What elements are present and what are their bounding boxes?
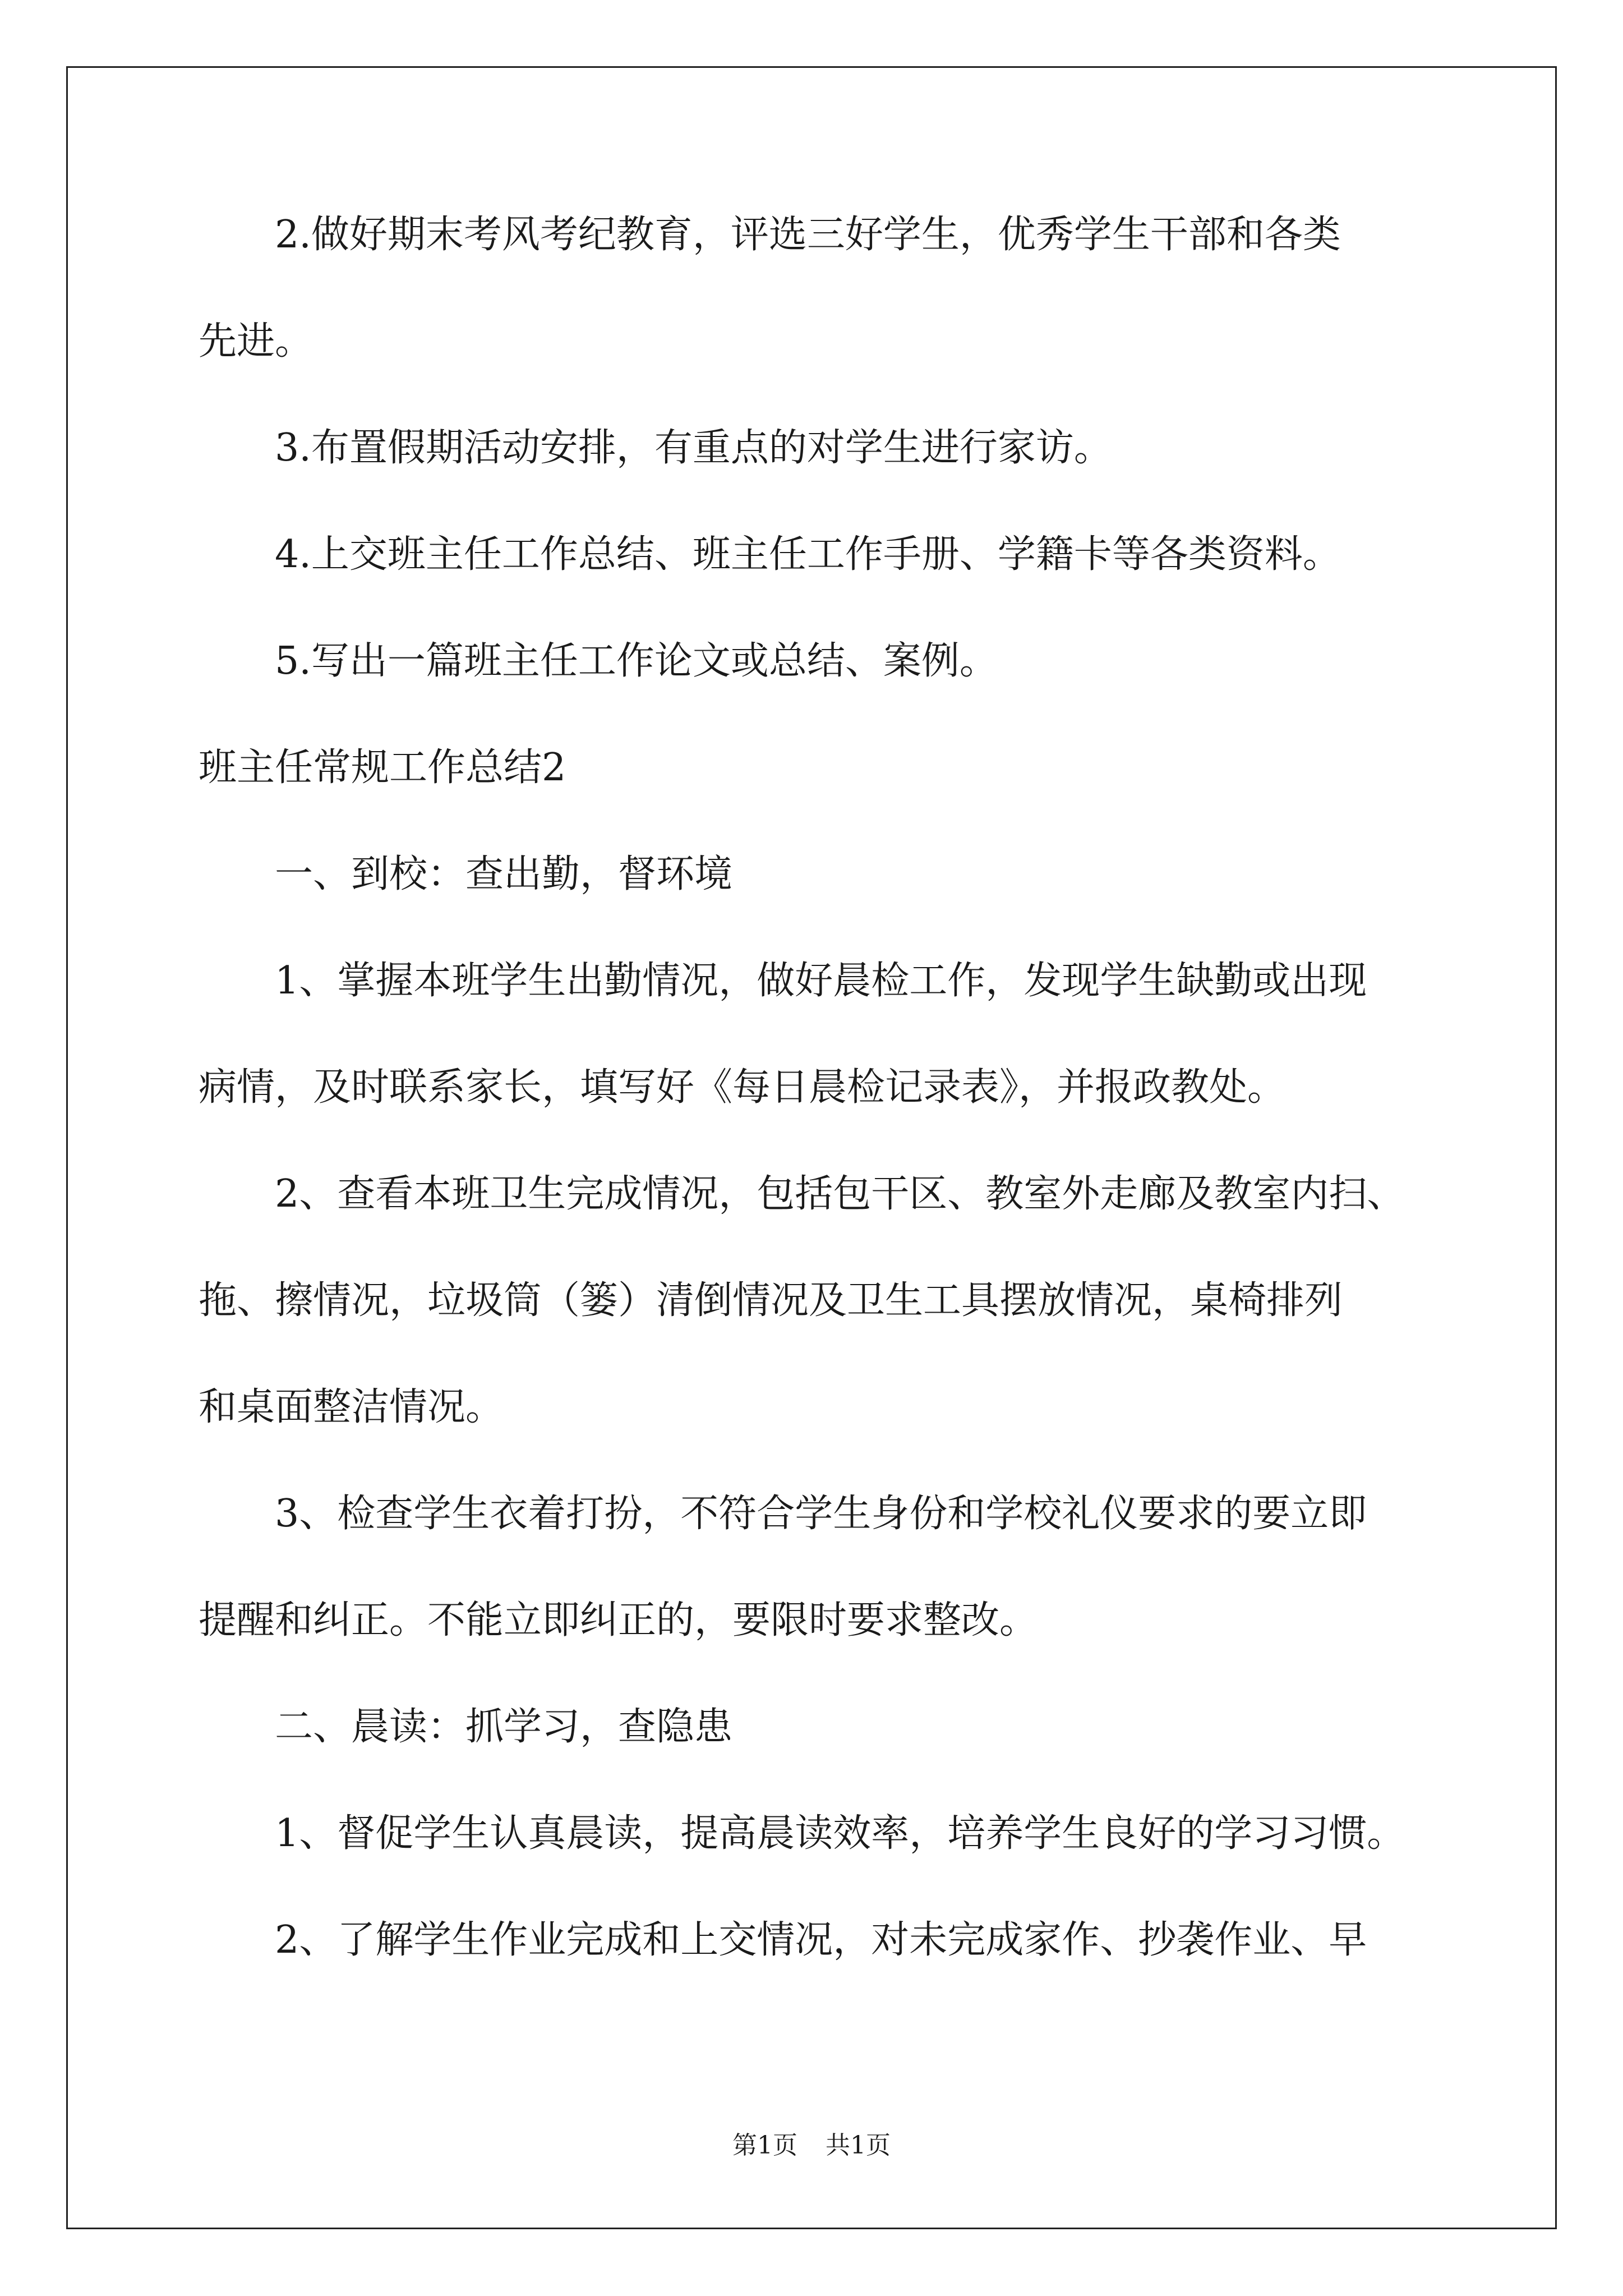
page-number: 第1页 (732, 2131, 797, 2160)
text-line: 1、掌握本班学生出勤情况，做好晨检工作，发现学生缺勤或出现 (275, 959, 1367, 1003)
paragraph (199, 213, 1432, 363)
document-body (199, 213, 1432, 1962)
paragraph (199, 853, 1432, 896)
text-line: 先进。 (199, 319, 313, 364)
paragraph (199, 1492, 1432, 1642)
paragraph (199, 1172, 1432, 1429)
page-footer (0, 2132, 1623, 2160)
heading-text: 班主任常规工作总结2 (199, 746, 566, 790)
paragraph (199, 1812, 1432, 1855)
text-line: 拖、擦情况，垃圾筒（篓）清倒情况及卫生工具摆放情况，桌椅排列 (199, 1278, 1343, 1323)
paragraph (199, 426, 1432, 470)
paragraph (199, 959, 1432, 1109)
text-line: 2.做好期末考风考纪教育，评选三好学生，优秀学生干部和各类 (275, 213, 1341, 257)
paragraph (199, 533, 1432, 576)
text-line: 2、查看本班卫生完成情况，包括包干区、教室外走廊及教室内扫、 (275, 1172, 1405, 1216)
text-line: 5.写出一篇班主任工作论文或总结、案例。 (275, 639, 998, 683)
text-line: 一、到校：查出勤，督环境 (275, 852, 733, 896)
paragraph (199, 1918, 1432, 1962)
section-heading (199, 746, 1432, 789)
text-line: 2、了解学生作业完成和上交情况，对未完成家作、抄袭作业、早 (275, 1918, 1367, 1962)
text-line: 3.布置假期活动安排，有重点的对学生进行家访。 (275, 426, 1112, 470)
page-total: 共1页 (826, 2131, 891, 2160)
paragraph (199, 639, 1432, 683)
text-line: 和桌面整洁情况。 (199, 1385, 504, 1429)
text-line: 4.上交班主任工作总结、班主任工作手册、学籍卡等各类资料。 (275, 532, 1341, 577)
paragraph (199, 1705, 1432, 1749)
text-line: 提醒和纠正。不能立即纠正的，要限时要求整改。 (199, 1598, 1038, 1642)
text-line: 病情，及时联系家长，填写好《每日晨检记录表》，并报政教处。 (199, 1065, 1286, 1110)
text-line: 3、检查学生衣着打扮，不符合学生身份和学校礼仪要求的要立即 (275, 1492, 1367, 1536)
text-line: 二、晨读：抓学习，查隐患 (275, 1705, 733, 1749)
text-line: 1、督促学生认真晨读，提高晨读效率，培养学生良好的学习习惯。 (275, 1811, 1405, 1856)
